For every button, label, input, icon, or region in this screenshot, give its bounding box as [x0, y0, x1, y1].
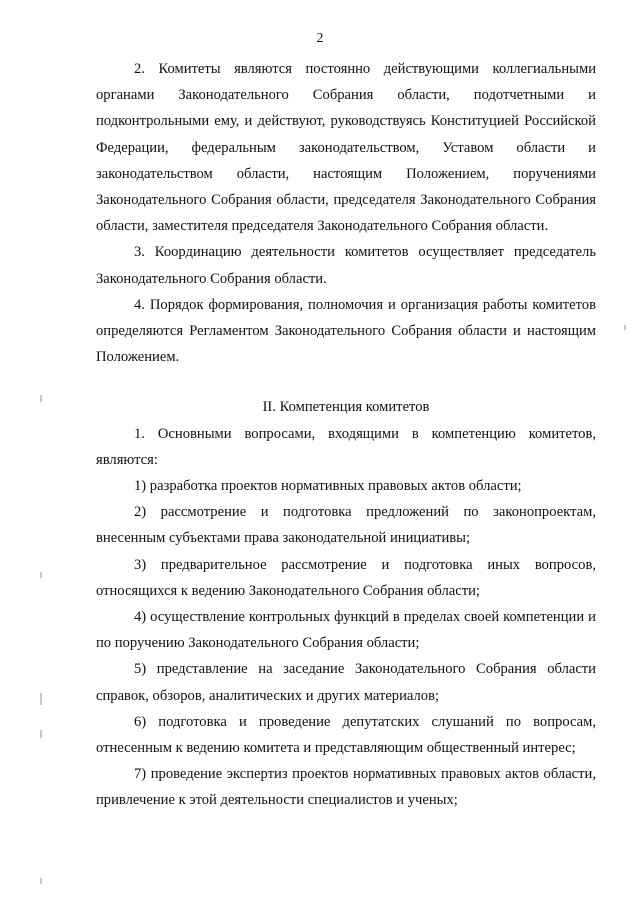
paragraph-coordination: 3. Координацию деятельности комитетов осуществляет председатель Законодательного Собрания области.: [96, 244, 596, 287]
list-item: 3) предварительное рассмотрение и подготовка иных вопросов, относящихся к ведению Законодательного Собрания области;: [96, 556, 596, 599]
paragraph-competence-intro: 1. Основными вопросами, входящими в компетенцию комитетов, являются:: [96, 425, 596, 468]
paragraph-committees-status: 2. Комитеты являются постоянно действующими коллегиальными органами Законодательного Собрания области, подотчетными и подконтрольными ему, и действуют, руководствуясь Конституцией Российской Федерации, федеральным законодательством, Уставом области и законодательством области, настоящим Положением, поручениями Законодательного Собрания области, председателя Законодательного Собрания области, заместителя председателя Законодательного Собрания области.: [96, 61, 596, 235]
scan-mark: [624, 325, 626, 330]
scan-mark: [40, 878, 42, 884]
list-item: 7) проведение экспертиз проектов нормативных правовых актов области, привлечение к этой деятельности специалистов и ученых;: [96, 766, 596, 809]
paragraph-formation-order: 4. Порядок формирования, полномочия и организация работы комитетов определяются Регламентом Законодательного Собрания области и настоящим Положением.: [96, 296, 596, 366]
document-body: [96, 56, 596, 814]
list-item: 4) осуществление контрольных функций в пределах своей компетенции и по поручению Законодательного Собрания области;: [96, 609, 596, 652]
list-item: 6) подготовка и проведение депутатских слушаний по вопросам, отнесенным к ведению комитета и представляющим общественный интерес;: [96, 713, 596, 757]
scan-mark: [40, 693, 42, 705]
list-item: 2) рассмотрение и подготовка предложений по законопроектам, внесенным субъектами права законодательной инициативы;: [96, 504, 596, 547]
section-heading: II. Компетенция комитетов: [262, 399, 430, 416]
scan-mark: [40, 730, 42, 738]
scan-mark: [40, 572, 42, 578]
list-item: 5) представление на заседание Законодательного Собрания области справок, обзоров, аналитических и других материалов;: [96, 661, 596, 704]
page-number: 2: [316, 30, 324, 45]
list-item: 1) разработка проектов нормативных правовых актов области;: [134, 478, 522, 495]
scan-mark: [40, 395, 42, 402]
